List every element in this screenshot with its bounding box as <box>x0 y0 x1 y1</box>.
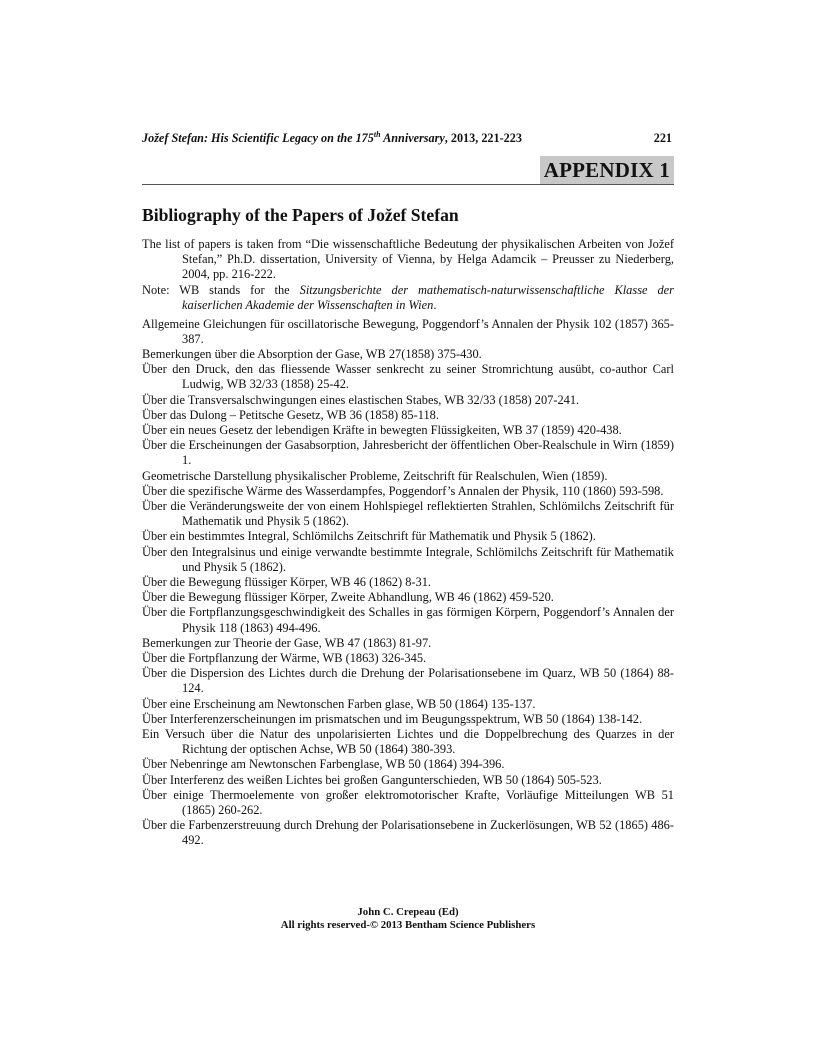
bibliography-entry: Über Nebenringe am Newtonschen Farbenglase, WB 50 (1864) 394-396. <box>142 757 505 772</box>
running-header <box>142 130 672 146</box>
page-title: Bibliography of the Papers of Jožef Stefan <box>142 205 459 225</box>
footer-copyright: All rights reserved-© 2013 Bentham Science Publishers <box>280 919 536 931</box>
bibliography-entry: Über die Erscheinungen der Gasabsorption, Jahresbericht der öffentlichen Ober-Realschule in Wirn (1859) 1. <box>142 438 674 468</box>
bibliography-entry: Über den Integralsinus und einige verwandte bestimmte Integrale, Schlömilchs Zeitschrift für Mathematik und Physik 5 (1862). <box>142 544 674 574</box>
bibliography-entry: Über die Fortpflanzungsgeschwindigkeit des Schalles in gas förmigen Körpern, Poggendorf’s Annalen der Physik 118 (1863) 494-496. <box>142 605 674 635</box>
bibliography-entry: Über die spezifische Wärme des Wasserdampfes, Poggendorf’s Annalen der Physik, 110 (1860) 593-598. <box>142 483 664 498</box>
bibliography-entry: Über die Bewegung flüssiger Körper, WB 46 (1862) 8-31. <box>142 574 432 589</box>
bibliography-entry: Über einige Thermoelemente von großer elektromotorischer Krafte, Vorläufige Mitteilungen WB 51 (1865) 260-262. <box>142 787 674 818</box>
bibliography-entry: Bemerkungen über die Absorption der Gase, WB 27(1858) 375-430. <box>142 346 482 361</box>
citation-range: , 2013, 221-223 <box>444 131 522 145</box>
header-divider <box>142 184 674 185</box>
ordinal-superscript: th <box>373 129 381 139</box>
bibliography-entry: Ein Versuch über die Natur des unpolarisierten Lichtes und die Doppelbrechung des Quarzes in der Richtung der optischen Achse, WB 50 (1864) 380-393. <box>142 727 674 757</box>
bibliography-entry: Über eine Erscheinung am Newtonschen Farben glase, WB 50 (1864) 135-137. <box>142 696 536 711</box>
bibliography-entry: Über das Dulong – Petitsche Gesetz, WB 36 (1858) 85-118. <box>142 407 439 422</box>
bibliography-entry: Über ein bestimmtes Integral, Schlömilchs Zeitschrift für Mathematik und Physik 5 (1862). <box>142 529 596 544</box>
entry-list <box>142 317 674 849</box>
note-paragraph: Note: WB stands for the Sitzungsberichte der mathematisch-naturwissenschaftliche Klasse der kaiserlichen Akademie der Wissenschaften in Wien. <box>142 282 674 312</box>
bibliography-entry: Über die Bewegung flüssiger Körper, Zweite Abhandlung, WB 46 (1862) 459-520. <box>142 590 554 605</box>
bibliography-entry: Über die Transversalschwingungen eines elastischen Stabes, WB 32/33 (1858) 207-241. <box>142 392 580 407</box>
page-number: 221 <box>653 131 672 145</box>
intro-paragraph: The list of papers is taken from “Die wissenschaftliche Bedeutung der physikalischen Arbeiten von Jožef Stefan,” Ph.D. dissertation, University of Vienna, by Helga Adamcik – Preusser zu Niederberg, 2004, pp. 216-222. <box>142 237 674 282</box>
bibliography-entry: Über Interferenzerscheinungen im prismatschen und im Beugungsspektrum, WB 50 (1864) 138-142. <box>142 711 643 726</box>
journal-title: Jožef Stefan: His Scientific Legacy on the 175th Anniversary <box>142 129 445 145</box>
bibliography-entry: Über die Fortpflanzung der Wärme, WB (1863) 326-345. <box>142 650 427 665</box>
bibliography-entry: Bemerkungen zur Theorie der Gase, WB 47 (1863) 81-97. <box>142 635 432 650</box>
bibliography-list <box>142 237 674 849</box>
footer-editor: John C. Crepeau (Ed) <box>357 906 459 918</box>
bibliography-entry: Über den Druck, den das fliessende Wasser senkrecht zu seiner Stromrichtung ausübt, co-author Carl Ludwig, WB 32/33 (1858) 25-42. <box>142 362 674 392</box>
bibliography-entry: Über Interferenz des weißen Lichtes bei großen Gangunterschieden, WB 50 (1864) 505-523. <box>142 772 602 787</box>
appendix-label: APPENDIX 1 <box>540 156 674 184</box>
bibliography-entry: Allgemeine Gleichungen für oscillatorische Bewegung, Poggendorf’s Annalen der Physik 102 (1857) 365-387. <box>142 316 674 346</box>
page-footer <box>142 906 674 932</box>
bibliography-entry: Über die Dispersion des Lichtes durch die Drehung der Polarisationsebene im Quarz, WB 50 (1864) 88-124. <box>142 666 674 696</box>
bibliography-entry: Über die Veränderungsweite der von einem Hohlspiegel reflektierten Strahlen, Schlömilchs Zeitschrift für Mathematik und Physik 5 (1862). <box>142 498 674 529</box>
bibliography-entry: Geometrische Darstellung physikalischer Probleme, Zeitschrift für Realschulen, Wien (1859). <box>142 468 608 483</box>
bibliography-entry: Über die Farbenzerstreuung durch Drehung der Polarisationsebene in Zuckerlösungen, WB 52 (1865) 486-492. <box>142 818 674 848</box>
note-journal-name: Sitzungsberichte der mathematisch-naturwissenschaftliche Klasse der kaiserlichen Akademie der Wissenschaften in Wien <box>182 282 674 312</box>
bibliography-entry: Über ein neues Gesetz der lebendigen Kräfte in bewegten Flüssigkeiten, WB 37 (1859) 420-438. <box>142 422 622 437</box>
